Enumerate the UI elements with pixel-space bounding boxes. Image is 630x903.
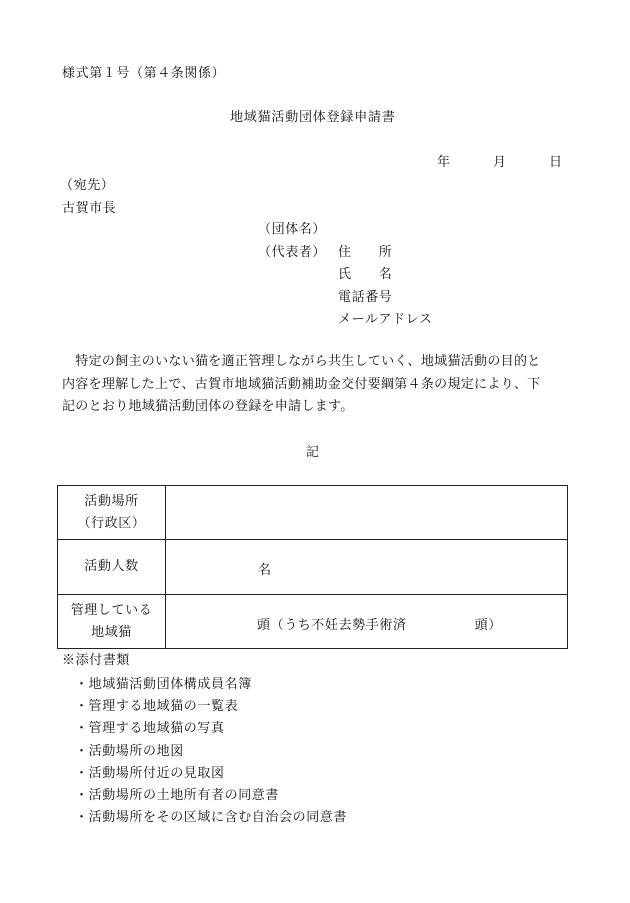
statement-line: 内容を理解した上で、古賀市地域猫活動補助金交付要綱第４条の規定により、下 bbox=[62, 376, 541, 392]
representative-label: （代表者） bbox=[258, 245, 327, 260]
activity-location-field[interactable] bbox=[166, 486, 568, 540]
attachment-item: ・活動場所をその区域に含む自治会の同意書 bbox=[75, 810, 348, 825]
managed-cats-unit: 頭（うち不妊去勢手術済 頭） bbox=[257, 618, 502, 633]
attachments-heading: ※添付書類 bbox=[62, 653, 131, 668]
date-year: 年 bbox=[437, 155, 451, 170]
form-number: 様式第１号（第４条関係） bbox=[62, 66, 226, 81]
table-row-member-count bbox=[58, 540, 568, 595]
addressee-label: （宛先） bbox=[60, 178, 115, 193]
member-count-unit: 名 bbox=[258, 563, 272, 578]
attachment-item: ・管理する地域猫の一覧表 bbox=[75, 699, 239, 714]
ki-heading: 記 bbox=[306, 445, 320, 460]
addressee-name: 古賀市長 bbox=[62, 201, 117, 216]
table-row-managed-cats bbox=[58, 595, 568, 649]
attachment-item: ・地域猫活動団体構成員名簿 bbox=[75, 677, 252, 692]
email-label: メールアドレス bbox=[338, 312, 433, 327]
name-label: 氏 名 bbox=[338, 267, 393, 282]
application-statement bbox=[62, 351, 572, 419]
address-label: 住 所 bbox=[338, 245, 393, 260]
attachment-item: ・管理する地域猫の写真 bbox=[75, 721, 225, 736]
member-count-field[interactable] bbox=[166, 540, 568, 595]
statement-line: 記のとおり地域猫活動団体の登録を申請します。 bbox=[62, 399, 354, 414]
attachment-item: ・活動場所付近の見取図 bbox=[75, 766, 225, 781]
managed-cats-label: 管理している 地域猫 bbox=[58, 595, 166, 649]
phone-label: 電話番号 bbox=[338, 290, 393, 305]
date-day: 日 bbox=[549, 155, 563, 170]
managed-cats-field[interactable] bbox=[166, 595, 568, 649]
registration-table bbox=[57, 485, 568, 649]
form-title: 地域猫活動団体登録申請書 bbox=[230, 110, 396, 125]
activity-location-label: 活動場所 （行政区） bbox=[58, 486, 166, 540]
table-row-activity-location bbox=[58, 486, 568, 540]
date-month: 月 bbox=[493, 155, 507, 170]
attachment-item: ・活動場所の地図 bbox=[75, 744, 184, 759]
statement-line: 特定の飼主のいない猫を適正管理しながら共生していく、地域猫活動の目的と bbox=[62, 354, 541, 369]
attachment-item: ・活動場所の土地所有者の同意書 bbox=[75, 788, 280, 803]
group-name-label: （団体名） bbox=[258, 222, 327, 237]
member-count-label: 活動人数 bbox=[58, 540, 166, 595]
